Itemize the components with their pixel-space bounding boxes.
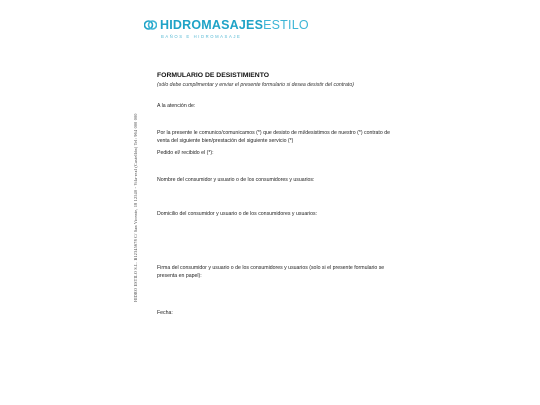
field-date: Fecha:: [157, 310, 173, 316]
company-logo: [144, 18, 309, 44]
field-ordered-received: Pedido el/ recibido el (*):: [157, 150, 214, 156]
logo-tagline: BAÑOS E HIDROMASAJE: [161, 34, 242, 39]
field-consumer-signature: Firma del consumidor y usuario o de los consumidores y usuarios (solo si el presente formulario se presenta en papel):: [157, 265, 385, 279]
logo-brand-bold: HIDROMASAJES: [160, 18, 264, 32]
logo-mark-icon: [144, 19, 157, 31]
field-attention: A la atención de:: [157, 103, 196, 109]
field-consumer-name: Nombre del consumidor y usuario o de los consumidores y usuarios:: [157, 177, 315, 183]
logo-brand-light: ESTILO: [263, 18, 309, 32]
field-withdrawal-notice: Por la presente le comunico/comunicamos (*) que desisto de mi/desistimos de nuestro (*) contrato de venta del siguiente bien/prestación del siguiente servicio (*): [157, 130, 390, 144]
document-subtitle: (sólo debe cumplimentar y enviar el presente formulario si desea desistir del contrato): [157, 82, 354, 88]
logo-wordmark: [160, 18, 309, 32]
company-details-vertical: HIDRO ESTILO S.L. B12345678 C/ San Vicente, 18 12540 - Vila-real (Castellón) Tel: 964 000 000: [133, 113, 138, 302]
field-consumer-address: Domicilio del consumidor y usuario o de los consumidores y usuarios:: [157, 211, 318, 217]
document-title: FORMULARIO DE DESISTIMIENTO: [157, 72, 270, 79]
